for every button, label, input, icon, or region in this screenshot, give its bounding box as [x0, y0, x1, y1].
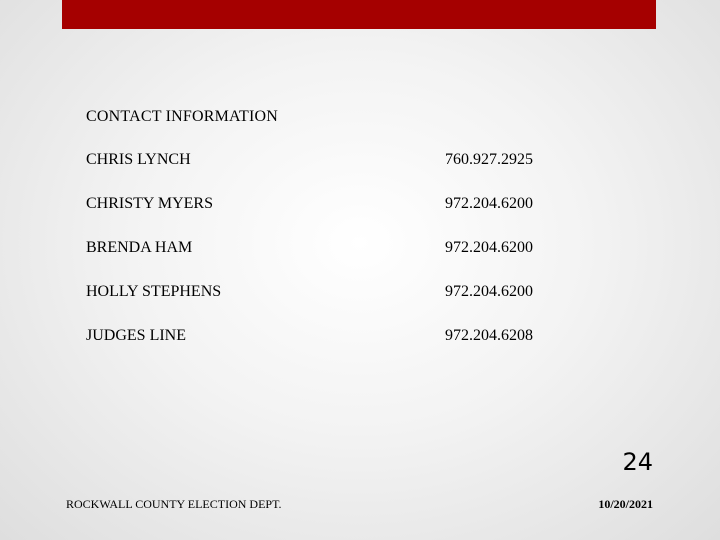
- contact-row: [86, 326, 606, 370]
- footer-date: 10/20/2021: [598, 497, 653, 511]
- contact-phone: 972.204.6200: [445, 283, 533, 300]
- contact-name: JUDGES LINE: [86, 327, 186, 344]
- slide-heading: CONTACT INFORMATION: [86, 108, 279, 125]
- contact-name: BRENDA HAM: [86, 239, 193, 256]
- contact-row: [86, 238, 606, 282]
- contact-name: CHRIS LYNCH: [86, 151, 191, 168]
- accent-bar: [62, 0, 656, 29]
- contact-list: [86, 150, 606, 370]
- contact-phone: 972.204.6200: [445, 195, 533, 212]
- contact-row: [86, 194, 606, 238]
- contact-phone: 972.204.6200: [445, 239, 533, 256]
- page-number: 24: [622, 448, 653, 476]
- contact-name: HOLLY STEPHENS: [86, 283, 222, 300]
- contact-row: [86, 150, 606, 194]
- contact-phone: 760.927.2925: [445, 151, 533, 168]
- contact-name: CHRISTY MYERS: [86, 195, 213, 212]
- contact-row: [86, 282, 606, 326]
- contact-phone: 972.204.6208: [445, 327, 533, 344]
- footer-organization: ROCKWALL COUNTY ELECTION DEPT.: [66, 497, 282, 511]
